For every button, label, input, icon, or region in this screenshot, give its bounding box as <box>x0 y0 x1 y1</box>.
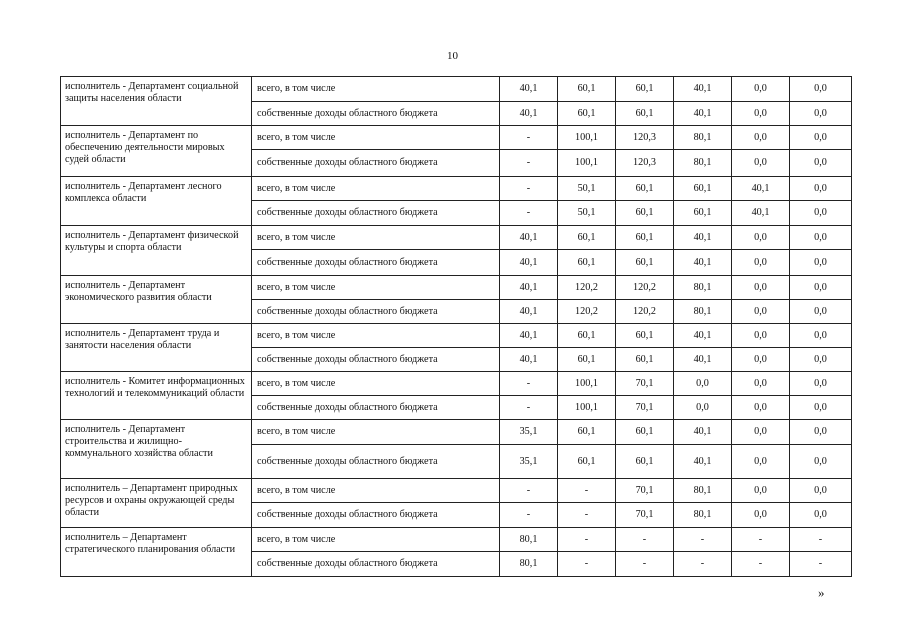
value-cell: - <box>790 528 852 552</box>
funding-own-revenue-label: собственные доходы областного бюджета <box>252 250 500 276</box>
value-cell: - <box>500 150 558 177</box>
value-cell: 40,1 <box>500 102 558 126</box>
value-cell: 0,0 <box>790 201 852 226</box>
value-cell: - <box>500 201 558 226</box>
value-cell: 0,0 <box>732 372 790 396</box>
value-cell: 40,1 <box>674 226 732 250</box>
value-cell: 60,1 <box>674 177 732 201</box>
funding-total-label: всего, в том числе <box>252 528 500 552</box>
executor-cell: исполнитель – Департамент стратегического планирования области <box>61 528 252 577</box>
value-cell: - <box>558 503 616 528</box>
value-cell: 0,0 <box>790 77 852 102</box>
funding-total-label: всего, в том числе <box>252 177 500 201</box>
value-cell: 40,1 <box>500 77 558 102</box>
funding-total-label: всего, в том числе <box>252 276 500 300</box>
value-cell: 60,1 <box>558 420 616 445</box>
value-cell: 60,1 <box>616 250 674 276</box>
value-cell: 0,0 <box>790 150 852 177</box>
budget-table <box>60 76 852 577</box>
value-cell: 70,1 <box>616 503 674 528</box>
funding-total-label: всего, в том числе <box>252 324 500 348</box>
funding-own-revenue-label: собственные доходы областного бюджета <box>252 102 500 126</box>
value-cell: 0,0 <box>732 396 790 420</box>
value-cell: 0,0 <box>732 226 790 250</box>
value-cell: - <box>500 396 558 420</box>
funding-own-revenue-label: собственные доходы областного бюджета <box>252 300 500 324</box>
value-cell: - <box>500 372 558 396</box>
value-cell: 100,1 <box>558 150 616 177</box>
value-cell: 0,0 <box>790 396 852 420</box>
value-cell: 40,1 <box>500 276 558 300</box>
value-cell: 100,1 <box>558 126 616 150</box>
value-cell: 0,0 <box>790 479 852 503</box>
table-row <box>61 77 852 102</box>
value-cell: - <box>500 479 558 503</box>
executor-cell: исполнитель - Департамент экономического развития области <box>61 276 252 324</box>
value-cell: 40,1 <box>500 226 558 250</box>
value-cell: - <box>616 528 674 552</box>
value-cell: 120,3 <box>616 126 674 150</box>
value-cell: 60,1 <box>616 348 674 372</box>
value-cell: 60,1 <box>616 445 674 479</box>
value-cell: 0,0 <box>732 150 790 177</box>
value-cell: 60,1 <box>616 324 674 348</box>
value-cell: 70,1 <box>616 479 674 503</box>
value-cell: 0,0 <box>732 445 790 479</box>
value-cell: 0,0 <box>674 372 732 396</box>
value-cell: 60,1 <box>616 226 674 250</box>
value-cell: 60,1 <box>616 201 674 226</box>
value-cell: 0,0 <box>732 126 790 150</box>
value-cell: 60,1 <box>558 324 616 348</box>
value-cell: 80,1 <box>674 503 732 528</box>
funding-own-revenue-label: собственные доходы областного бюджета <box>252 150 500 177</box>
value-cell: 35,1 <box>500 420 558 445</box>
value-cell: - <box>558 552 616 577</box>
value-cell: 0,0 <box>790 276 852 300</box>
value-cell: 70,1 <box>616 396 674 420</box>
value-cell: - <box>732 552 790 577</box>
value-cell: 0,0 <box>732 250 790 276</box>
executor-cell: исполнитель - Департамент лесного комплекса области <box>61 177 252 226</box>
funding-own-revenue-label: собственные доходы областного бюджета <box>252 445 500 479</box>
funding-total-label: всего, в том числе <box>252 77 500 102</box>
value-cell: 0,0 <box>790 300 852 324</box>
value-cell: 50,1 <box>558 177 616 201</box>
value-cell: 60,1 <box>616 420 674 445</box>
value-cell: 0,0 <box>790 250 852 276</box>
value-cell: 40,1 <box>500 250 558 276</box>
funding-own-revenue-label: собственные доходы областного бюджета <box>252 552 500 577</box>
value-cell: 120,2 <box>616 300 674 324</box>
executor-cell: исполнитель - Департамент физической культуры и спорта области <box>61 226 252 276</box>
value-cell: 40,1 <box>674 250 732 276</box>
value-cell: 40,1 <box>732 177 790 201</box>
table-row <box>61 276 852 300</box>
budget-table-body <box>61 77 852 577</box>
value-cell: - <box>674 552 732 577</box>
value-cell: - <box>674 528 732 552</box>
table-row <box>61 528 852 552</box>
executor-cell: исполнитель - Департамент строительства и жилищно-коммунального хозяйства области <box>61 420 252 479</box>
value-cell: 0,0 <box>790 102 852 126</box>
value-cell: - <box>500 177 558 201</box>
table-row <box>61 372 852 396</box>
value-cell: - <box>500 126 558 150</box>
value-cell: 120,2 <box>616 276 674 300</box>
value-cell: 35,1 <box>500 445 558 479</box>
value-cell: 0,0 <box>790 126 852 150</box>
value-cell: 40,1 <box>732 201 790 226</box>
funding-total-label: всего, в том числе <box>252 226 500 250</box>
value-cell: 60,1 <box>558 348 616 372</box>
value-cell: 40,1 <box>674 102 732 126</box>
value-cell: 60,1 <box>616 77 674 102</box>
value-cell: 40,1 <box>674 77 732 102</box>
executor-cell: исполнитель - Департамент по обеспечению деятельности мировых судей области <box>61 126 252 177</box>
funding-own-revenue-label: собственные доходы областного бюджета <box>252 503 500 528</box>
value-cell: 100,1 <box>558 372 616 396</box>
value-cell: 40,1 <box>500 348 558 372</box>
value-cell: 40,1 <box>674 348 732 372</box>
value-cell: 0,0 <box>732 77 790 102</box>
executor-cell: исполнитель - Департамент социальной защиты населения области <box>61 77 252 126</box>
value-cell: 60,1 <box>558 226 616 250</box>
value-cell: 60,1 <box>558 445 616 479</box>
value-cell: 0,0 <box>790 177 852 201</box>
closing-quote-mark: » <box>818 585 825 600</box>
value-cell: 0,0 <box>732 420 790 445</box>
value-cell: 0,0 <box>790 324 852 348</box>
value-cell: 0,0 <box>732 348 790 372</box>
value-cell: 120,2 <box>558 276 616 300</box>
value-cell: 50,1 <box>558 201 616 226</box>
value-cell: - <box>732 528 790 552</box>
value-cell: 0,0 <box>790 420 852 445</box>
value-cell: 60,1 <box>674 201 732 226</box>
value-cell: 80,1 <box>674 126 732 150</box>
value-cell: 0,0 <box>790 226 852 250</box>
value-cell: 120,3 <box>616 150 674 177</box>
funding-own-revenue-label: собственные доходы областного бюджета <box>252 348 500 372</box>
value-cell: 60,1 <box>616 177 674 201</box>
value-cell: 0,0 <box>732 479 790 503</box>
value-cell: 40,1 <box>500 324 558 348</box>
value-cell: 70,1 <box>616 372 674 396</box>
table-row <box>61 226 852 250</box>
value-cell: 0,0 <box>732 276 790 300</box>
value-cell: 80,1 <box>674 150 732 177</box>
value-cell: 80,1 <box>500 552 558 577</box>
value-cell: 0,0 <box>732 102 790 126</box>
value-cell: 0,0 <box>790 445 852 479</box>
value-cell: - <box>558 528 616 552</box>
executor-cell: исполнитель – Департамент природных ресурсов и охраны окружающей среды области <box>61 479 252 528</box>
funding-total-label: всего, в том числе <box>252 420 500 445</box>
value-cell: 0,0 <box>674 396 732 420</box>
value-cell: 40,1 <box>674 420 732 445</box>
value-cell: 0,0 <box>790 348 852 372</box>
value-cell: 0,0 <box>732 503 790 528</box>
value-cell: 60,1 <box>558 250 616 276</box>
value-cell: 40,1 <box>674 324 732 348</box>
value-cell: 60,1 <box>616 102 674 126</box>
value-cell: 40,1 <box>500 300 558 324</box>
value-cell: 100,1 <box>558 396 616 420</box>
page-number: 10 <box>447 50 458 62</box>
value-cell: 80,1 <box>674 276 732 300</box>
funding-total-label: всего, в том числе <box>252 372 500 396</box>
funding-own-revenue-label: собственные доходы областного бюджета <box>252 396 500 420</box>
table-row <box>61 324 852 348</box>
value-cell: - <box>616 552 674 577</box>
executor-cell: исполнитель - Комитет информационных технологий и телекоммуникаций области <box>61 372 252 420</box>
funding-total-label: всего, в том числе <box>252 126 500 150</box>
value-cell: - <box>790 552 852 577</box>
value-cell: 0,0 <box>790 503 852 528</box>
value-cell: 60,1 <box>558 102 616 126</box>
funding-total-label: всего, в том числе <box>252 479 500 503</box>
value-cell: 60,1 <box>558 77 616 102</box>
value-cell: 0,0 <box>732 300 790 324</box>
funding-own-revenue-label: собственные доходы областного бюджета <box>252 201 500 226</box>
value-cell: - <box>558 479 616 503</box>
executor-cell: исполнитель - Департамент труда и занятости населения области <box>61 324 252 372</box>
table-row <box>61 177 852 201</box>
value-cell: 40,1 <box>674 445 732 479</box>
table-row <box>61 479 852 503</box>
table-row <box>61 420 852 445</box>
table-row <box>61 126 852 150</box>
value-cell: 80,1 <box>674 479 732 503</box>
value-cell: 120,2 <box>558 300 616 324</box>
value-cell: 80,1 <box>500 528 558 552</box>
value-cell: 0,0 <box>790 372 852 396</box>
value-cell: - <box>500 503 558 528</box>
value-cell: 80,1 <box>674 300 732 324</box>
value-cell: 0,0 <box>732 324 790 348</box>
